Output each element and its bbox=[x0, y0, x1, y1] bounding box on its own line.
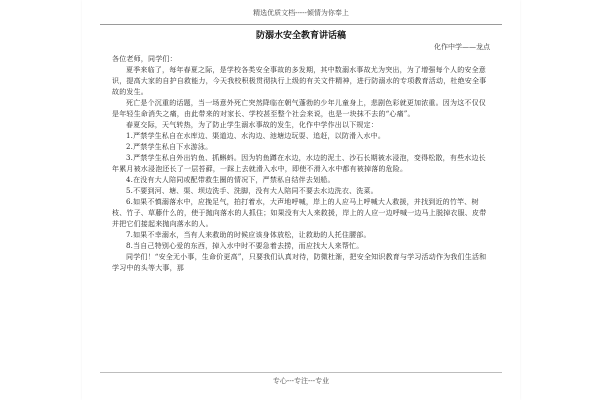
rule-item: 8.当自己特别心爱的东西，掉入水中时不要急着去捞，而应找大人来帮忙。 bbox=[126, 242, 364, 250]
document-body bbox=[112, 54, 490, 274]
rule-item: 6.如果不慎溺落水中，应挽足气，拍打着水，大声地呼喊，岸上的人应马上呼喊大人救援，并找到近的竹竿、树枝、竹子、草藤什么的，使于抛向落水的人抓住；如果没有大人来救援，岸上的人应一边呼喊一边马上脱掉衣服、皮带并把它们接起来抛向落水的人。 bbox=[112, 198, 487, 228]
paragraph: 春夏交际，天气转热，为了防止学生溺水事故的发生，化作中学作出以下规定： bbox=[126, 121, 378, 129]
document-page bbox=[82, 0, 520, 400]
closing-paragraph: 同学们！“安全无小事，生命价更高”，只要我们认真对待，防微杜渐，把安全知识教育与学习活动作为我们生活和学习中的头等大事，那 bbox=[112, 253, 487, 272]
document-author: 化作中学——龙点 bbox=[434, 43, 490, 51]
rule-item: 4.在没有大人陪同或配带救生圈的情况下，严禁私自结伴去划船。 bbox=[126, 176, 335, 184]
page-footer: 专心---专注---专业 bbox=[272, 377, 330, 385]
rule-item: 1.严禁学生私自在水库边、渠道边、水沟边、池塘边玩耍、追赶，以防滑入水中。 bbox=[126, 132, 386, 140]
paragraph: 夏季来临了，每年春夏之际，是学校各类安全事故的多发期，其中数溺水事故尤为突出，为了增强每个人的安全意识，提高大家的自护自救能力，今天我校积极贯彻执行上级的有关文件精神，进行防溺水的专项教育活动，杜绝安全事故的发生。 bbox=[112, 66, 487, 96]
rule-item: 2.严禁学生私自下水游泳。 bbox=[126, 143, 213, 151]
document-title: 防溺水安全教育讲话稿 bbox=[255, 31, 346, 41]
footer-divider bbox=[100, 372, 502, 373]
greeting: 各位老师，同学们： bbox=[112, 55, 177, 63]
header-divider bbox=[100, 24, 502, 25]
rule-item: 5.不要到河、塘、渠、坝边洗手、洗脚，没有大人陪同不要去水边洗衣、洗菜。 bbox=[126, 187, 378, 195]
page-header: 精选优质文档-----倾情为你奉上 bbox=[253, 9, 349, 17]
rule-item: 3.严禁学生私自外出钓鱼、抓蝌蚪。因为钓鱼蹲在水边，水边的泥土、沙石长期被水浸泡，变得松散，有些水边长年累月被水浸泡还长了一层苔藓，一踩上去就滑入水中，即使不滑入水中都有被掉落的危险。 bbox=[112, 154, 486, 173]
paragraph: 死亡是个沉重的话题，当一场意外死亡突然降临在朝气蓬勃的少年儿童身上，悲剧色彩就更加浓重。因为这不仅仅是年轻生命消失之痛，由此带来的对家长、学校甚至整个社会来说，也是一块抹不去的“心痛”。 bbox=[112, 99, 486, 118]
rule-item: 7.如果不幸溺水，当有人来救助的时候应该身体放松，让救助的人托住腰部。 bbox=[126, 231, 371, 239]
